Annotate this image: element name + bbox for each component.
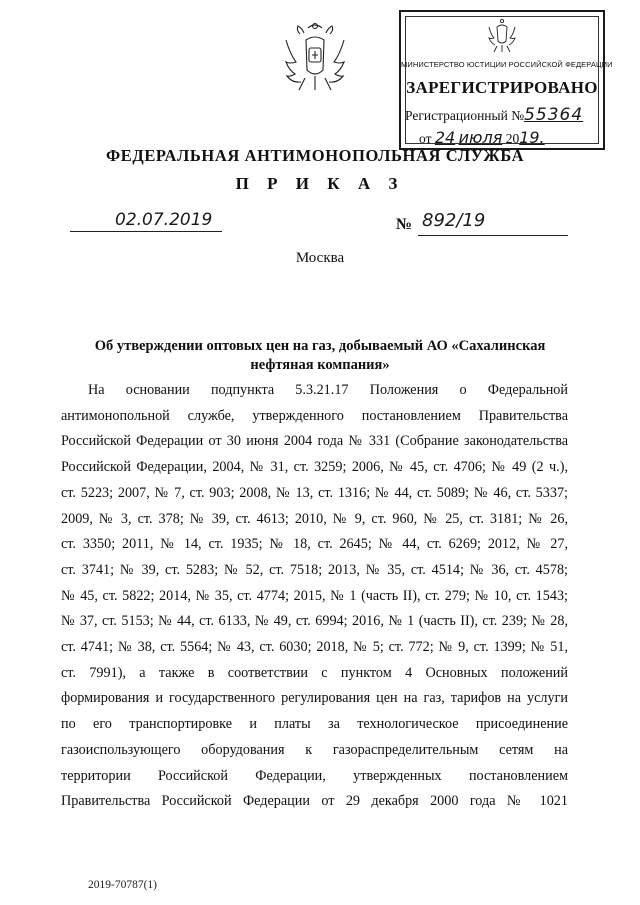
stamp-reg-label: Регистрационный №	[405, 108, 525, 123]
stamp-date-line	[419, 128, 545, 147]
stamp-date-day: 24	[434, 128, 456, 147]
order-title: П Р И К А З	[235, 174, 405, 193]
document-code: 2019-70787(1)	[88, 879, 157, 891]
stamp-date-year-suffix: 19.	[519, 128, 545, 147]
order-number-prefix: №	[396, 216, 413, 233]
order-date: 02.07.2019	[115, 210, 213, 230]
city: Москва	[295, 250, 345, 266]
body-line: Российской Федерации от 30 июня 2004 года № 331 (Собрание законодательства	[61, 433, 568, 450]
body-line: газоиспользующего оборудования к газораспределительным сетям на	[61, 741, 568, 758]
stamp-date-prefix: от	[419, 131, 432, 146]
body-line: На основании подпункта 5.3.21.17 Положения о Федеральной	[88, 382, 568, 398]
body-line: № 37, ст. 5153; № 44, ст. 6133, № 49, ст. 6994; 2016, № 1 (часть II), ст. 239; № 28,	[61, 613, 568, 630]
body-line: антимонопольной службе, утвержденного постановлением Правительства	[61, 407, 568, 424]
order-number: 892/19	[422, 210, 486, 231]
stamp-registered-label: ЗАРЕГИСТРИРОВАНО	[406, 78, 598, 97]
stamp-ministry-name: МИНИСТЕРСТВО ЮСТИЦИИ РОССИЙСКОЙ ФЕДЕРАЦИИ	[401, 60, 613, 69]
document-body	[61, 378, 568, 815]
stamp-date-year-prefix: 20	[505, 131, 520, 146]
order-date-underline	[70, 231, 222, 232]
stamp-registration-line	[405, 105, 583, 125]
body-line: формирования и государственного регулирования цен на газ, тарифов на услуги	[61, 690, 568, 707]
body-line: ст. 4741; № 38, ст. 5564; № 43, ст. 6030; 2018, № 5; ст. 772; № 9, ст. 1399; № 51,	[61, 639, 568, 656]
stamp-emblem-icon	[485, 18, 519, 54]
agency-title: ФЕДЕРАЛЬНАЯ АНТИМОНОПОЛЬНАЯ СЛУЖБА	[106, 146, 525, 165]
stamp-date-month: июля	[458, 128, 503, 147]
body-line: ст. 5223; 2007, № 7, ст. 903; 2008, № 13, ст. 1316; № 44, ст. 5089; № 46, ст. 5337;	[61, 484, 568, 501]
body-line: 2009, № 3, ст. 378; № 39, ст. 4613; 2010, № 9, ст. 960, № 25, ст. 3181; № 26,	[61, 510, 568, 527]
body-line: ст. 7991), а также в соответствии с пунктом 4 Основных положений	[61, 664, 568, 681]
document-heading: Об утверждении оптовых цен на газ, добываемый АО «Сахалинская нефтяная компания»	[94, 338, 546, 373]
body-line: ст. 3350; 2011, № 14, ст. 1935; № 18, ст. 2645; № 44, ст. 6269; 2012, № 27,	[61, 536, 568, 553]
coat-of-arms-emblem	[278, 20, 352, 96]
body-line: по его транспортировке и платы за технологическое присоединение	[61, 716, 568, 733]
body-line: Российской Федерации, 2004, № 31, ст. 3259; 2006, № 45, ст. 4706; № 49 (2 ч.),	[61, 459, 568, 476]
order-number-underline	[418, 235, 568, 236]
body-line: Правительства Российской Федерации от 29 декабря 2000 года № 1021	[61, 793, 568, 810]
body-line: № 45, ст. 5822; 2014, № 35, ст. 4774; 2015, № 1 (часть II), ст. 279; № 10, ст. 1543;	[61, 587, 568, 604]
stamp-reg-number: 55364	[524, 105, 584, 125]
body-line: ст. 3741; № 39, ст. 5283; № 52, ст. 7518; 2013, № 35, ст. 4514; № 36, ст. 4578;	[61, 561, 568, 578]
body-line: территории Российской Федерации, утвержденных постановлением	[61, 767, 568, 784]
registration-stamp	[399, 10, 613, 150]
